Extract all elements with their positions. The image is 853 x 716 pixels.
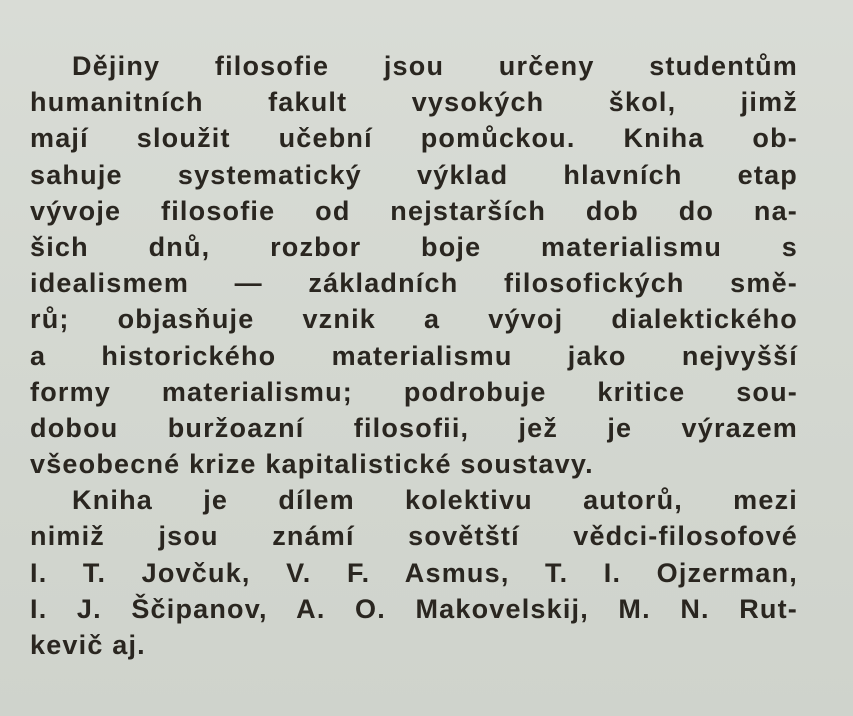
text-line: mají sloužit učební pomůckou. Kniha ob- [30,123,798,154]
text-line: nimiž jsou známí sovětští vědci-filosofové [30,521,798,552]
text-line: kevič aj. [30,630,146,660]
text-line: humanitních fakult vysokých škol, jimž [30,87,798,118]
text-line: dobou buržoazní filosofii, jež je výrazem [30,412,798,443]
text-line: Dějiny filosofie jsou určeny studentům [72,51,798,81]
text-line: šich dnů, rozbor boje materialismu s [30,231,798,262]
text-line: I. J. Ščipanov, A. O. Makovelskij, M. N. Rut- [30,593,798,624]
text-line: vývoje filosofie od nejstarších dob do na- [30,195,798,226]
text-line: Kniha je dílem kolektivu autorů, mezi [72,485,798,516]
text-line: sahuje systematický výklad hlavních etap [30,159,798,190]
paragraph-2 [30,482,798,663]
text-line: a historického materialismu jako nejvyšší [30,340,798,371]
book-blurb [30,48,798,663]
text-line: I. T. Jovčuk, V. F. Asmus, T. I. Ojzerman, [30,557,798,588]
paragraph-1 [30,48,798,482]
text-line: formy materialismu; podrobuje kritice sou- [30,376,798,407]
text-line: rů; objasňuje vznik a vývoj dialektického [30,304,798,335]
text-line: všeobecné krize kapitalistické soustavy. [30,449,594,480]
text-line: idealismem — základních filosofických smě- [30,268,798,299]
